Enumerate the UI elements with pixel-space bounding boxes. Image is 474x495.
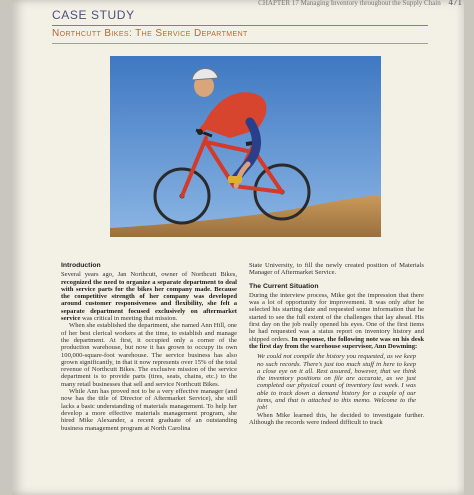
situation-paragraph-2: When Mike learned this, he decided to investigate further. Although the records were indeed difficult to track (249, 411, 424, 426)
mountain-biker-photo (110, 56, 381, 237)
intro-paragraph-3: While Ann has proved not to be a very effective manager (and now has the title of Director of Aftermarket Service), she still lacks a basic understanding of materials management. To help her develop a more effective materials management program, she hired Mike Alexander, a recent graduate of an outstanding business management program at North Carolina (61, 388, 237, 432)
header-rule-top (52, 25, 428, 26)
right-column (249, 262, 424, 426)
intro-text: Several years ago, Jan Northcutt, owner of Northcutt Bikes, (61, 271, 237, 279)
intro-paragraph-1 (61, 271, 237, 322)
book-page (12, 0, 464, 495)
running-head (162, 0, 462, 7)
case-study-title: Northcutt Bikes: The Service Department (52, 28, 248, 39)
situation-paragraph-1 (249, 292, 424, 350)
continuation-paragraph: State University, to fill the newly created position of Materials Manager of Aftermarket Service. (249, 262, 424, 277)
situation-text: During the interview process, Mike got the impression that there was a lot of opportunity for improvement. It was only after he selected his starting date and requested some information that he started to see the full extent of the challenges that lay ahead. His first day on the job really opened his eyes. One of the first items he had requested was a status report on inventory history and shipped orders. (249, 291, 424, 343)
introduction-heading: Introduction (61, 262, 101, 269)
highlighted-text: In response, the following note was on his desk the first day from the warehouse supervisor, Ann Dowming: (249, 335, 424, 350)
current-situation-heading: The Current Situation (249, 282, 319, 290)
highlighted-text: recognized the need to organize a separate department to deal with service parts for the bikes her company made. Because the competitive strength of her company was developed around customer responsiveness and flexibility, she felt a separate department focused exclusively on aftermarket service (61, 278, 237, 323)
page-number: 471 (448, 0, 462, 7)
memo-quote: We could not compile the history you requested, as we keep no such records. There's just too much stuff in here to keep a close eye on it all. Rest assured, however, that we think the inventory positions on file are accurate, as we just completed our physical count of inventory last week. I was able to track down a demand history for a couple of our items, and that is attached to this memo. Welcome to the job! (257, 353, 416, 412)
header-rule-bottom (52, 43, 428, 44)
running-head-text: CHAPTER 17 Managing Inventory throughout the Supply Chain (258, 0, 441, 7)
intro-paragraph-2: When she established the department, she named Ann Hill, one of her best clerical workers at the time, to establish and manage the department. At first, it occupied only a corner of the production warehouse, but now it has grown to occupy its own 100,000-square-foot warehouse. The service business has also grown significantly, in that it now represents over 15% of the total revenue of Northcutt Bikes. The exclusive mission of the service department is to provide parts (tires, seats, chains, etc.) to the many retail businesses that sell and service Northcutt Bikes. (61, 322, 237, 388)
case-study-label: CASE STUDY (52, 8, 135, 22)
left-column (61, 262, 237, 432)
intro-text: was critical in meeting that mission. (80, 315, 178, 323)
